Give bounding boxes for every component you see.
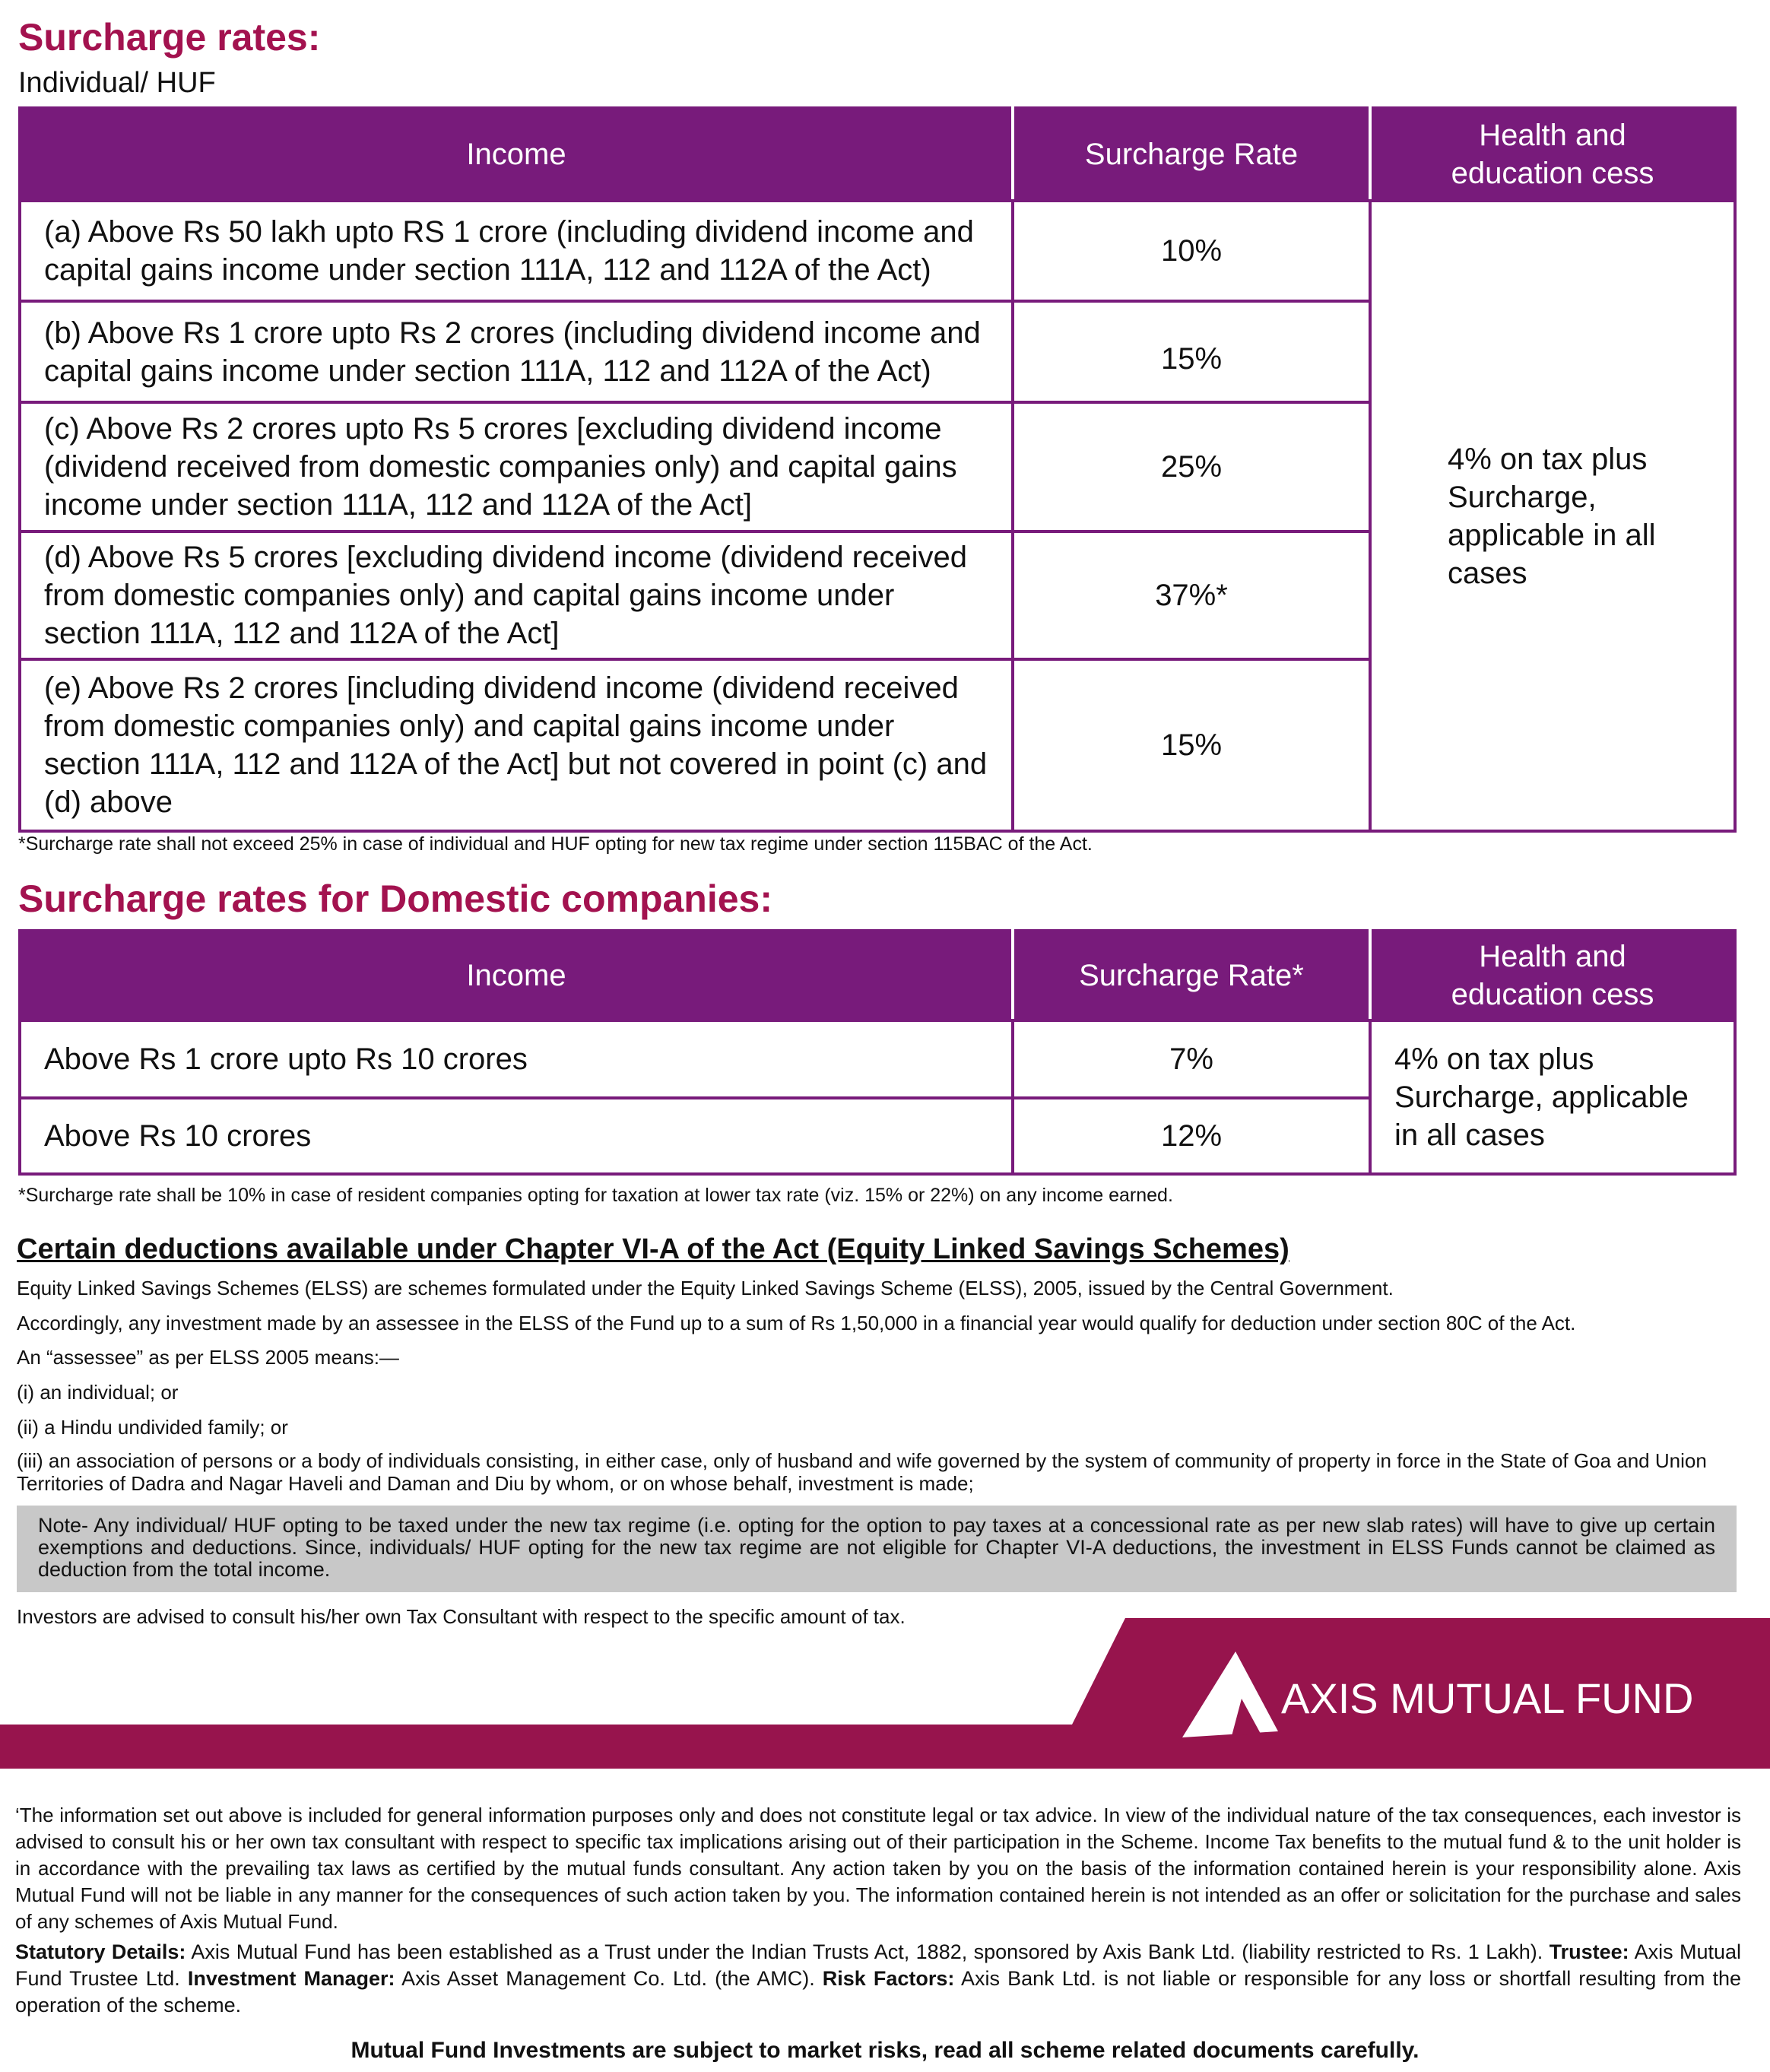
income-cell: Above Rs 10 crores	[20, 1098, 1013, 1174]
rate-cell: 15%	[1013, 301, 1370, 402]
cess-cell: 4% on tax plus Surcharge, applicable in all cases	[1370, 1020, 1735, 1174]
individual-surcharge-table	[18, 106, 1737, 833]
brand-banner	[0, 1618, 1770, 1769]
consult-advice: Investors are advised to consult his/her own Tax Consultant with respect to the specific amount of tax.	[17, 1605, 906, 1628]
individual-footnote: *Surcharge rate shall not exceed 25% in case of individual and HUF opting for new tax regime under section 115BAC of the Act.	[18, 833, 1093, 855]
rate-cell: 7%	[1013, 1020, 1370, 1098]
disclaimer: ‘The information set out above is included for general information purposes only and does not constitute legal or tax advice. In view of the individual nature of the tax consequences, each investor is advised to consult his or her own tax consultant with respect to specific tax implications arising out of their participation in the Scheme. Income Tax benefits to the mutual fund & to the unit holder is in accordance with the prevailing tax laws as certified by the mutual funds consultant. Any action taken by you on the basis of the information contained herein is your responsibility alone. Axis Mutual Fund will not be liable in any manner for the consequences of such action taken by you. The information contained herein is not intended as an offer or solicitation for the purchase and sales of any schemes of Axis Mutual Fund.	[15, 1804, 1741, 1933]
elss-heading: Certain deductions available under Chapter VI-A of the Act (Equity Linked Savings Schemes)	[17, 1233, 1289, 1265]
income-cell: (b) Above Rs 1 crore upto Rs 2 crores (including dividend income and capital gains income under section 111A, 112 and 112A of the Act)	[20, 301, 1013, 402]
domestic-surcharge-table	[18, 929, 1737, 1176]
income-cell: Above Rs 1 crore upto Rs 10 crores	[20, 1020, 1013, 1098]
table-row	[20, 201, 1735, 301]
individual-subheading: Individual/ HUF	[18, 67, 216, 99]
rate-cell: 25%	[1013, 402, 1370, 531]
income-cell: (e) Above Rs 2 crores [including dividend income (dividend received from domestic companies only) and capital gains income under section 111A, 112 and 112A of the Act] but not covered in point (c) and (d) above	[20, 659, 1013, 831]
tax-regime-note: Note- Any individual/ HUF opting to be taxed under the new tax regime (i.e. opting for the option to pay taxes at a concessional rate as per new slab rates) will have to give up certain exemptions and deductions. Since, individuals/ HUF opting for the new tax regime are not eligible for Chapter VI-A deductions, the investment in ELSS Funds cannot be claimed as deduction from the total income.	[17, 1506, 1737, 1592]
table-header-row	[20, 931, 1735, 1020]
income-cell: (d) Above Rs 5 crores [excluding dividend income (dividend received from domestic companies only) and capital gains income under section 111A, 112 and 112A of the Act]	[20, 531, 1013, 659]
header-income: Income	[20, 108, 1013, 201]
header-surcharge-rate: Surcharge Rate*	[1013, 931, 1370, 1020]
header-cess: Health and education cess	[1370, 108, 1735, 201]
elss-line: Accordingly, any investment made by an assessee in the ELSS of the Fund up to a sum of Rs 1,50,000 in a financial year would qualify for deduction under section 80C of the Act.	[17, 1312, 1576, 1334]
elss-line: (i) an individual; or	[17, 1381, 179, 1404]
statutory-text: Axis Mutual Fund has been established as a Trust under the Indian Trusts Act, 1882, sponsored by Axis Bank Ltd. (liability restricted to Rs. 1 Lakh).	[186, 1940, 1550, 1963]
income-cell: (c) Above Rs 2 crores upto Rs 5 crores [excluding dividend income (dividend received from domestic companies only) and capital gains income under section 111A, 112 and 112A of the Act]	[20, 402, 1013, 531]
brand-name: AXIS MUTUAL FUND	[1281, 1674, 1694, 1722]
header-surcharge-rate: Surcharge Rate	[1013, 108, 1370, 201]
table-header-row	[20, 108, 1735, 201]
trustee-label: Trustee:	[1549, 1940, 1629, 1963]
rate-cell: 10%	[1013, 201, 1370, 301]
trustee-text: Axis Mutual Fund Trustee Ltd.	[15, 1940, 1741, 1990]
header-cess: Health and education cess	[1370, 931, 1735, 1020]
header-income: Income	[20, 931, 1013, 1020]
cess-cell: 4% on tax plus Surcharge, applicable in all cases	[1370, 201, 1735, 831]
elss-line: (iii) an association of persons or a body of individuals consisting, in either case, only of husband and wife governed by the system of community of property in force in the State of Goa and Union Territories of Dadra and Nagar Haveli and Daman and Diu by whom, or on whose behalf, investment is made;	[17, 1449, 1707, 1495]
investment-manager-label: Investment Manager:	[187, 1967, 395, 1990]
statutory-label: Statutory Details:	[15, 1940, 186, 1963]
table-row	[20, 1020, 1735, 1098]
investment-manager-text: Axis Asset Management Co. Ltd. (the AMC).	[395, 1967, 823, 1990]
elss-line: An “assessee” as per ELSS 2005 means:—	[17, 1346, 399, 1369]
domestic-heading: Surcharge rates for Domestic companies:	[18, 877, 772, 920]
income-cell: (a) Above Rs 50 lakh upto RS 1 crore (including dividend income and capital gains income under section 111A, 112 and 112A of the Act)	[20, 201, 1013, 301]
risk-factors-label: Risk Factors:	[822, 1967, 955, 1990]
elss-line: (ii) a Hindu undivided family; or	[17, 1416, 288, 1439]
rate-cell: 37%*	[1013, 531, 1370, 659]
individual-heading: Surcharge rates:	[18, 16, 321, 59]
statutory-details	[15, 1939, 1741, 2019]
risk-disclaimer-footer: Mutual Fund Investments are subject to market risks, read all scheme related documents carefully.	[351, 2038, 1419, 2063]
domestic-footnote: *Surcharge rate shall be 10% in case of resident companies opting for taxation at lower tax rate (viz. 15% or 22%) on any income earned.	[18, 1185, 1173, 1206]
elss-line: Equity Linked Savings Schemes (ELSS) are schemes formulated under the Equity Linked Savings Scheme (ELSS), 2005, issued by the Central Government.	[17, 1277, 1394, 1299]
rate-cell: 12%	[1013, 1098, 1370, 1174]
rate-cell: 15%	[1013, 659, 1370, 831]
risk-factors-text: Axis Bank Ltd. is not liable or responsible for any loss or shortfall resulting from the operation of the scheme.	[15, 1967, 1742, 2016]
